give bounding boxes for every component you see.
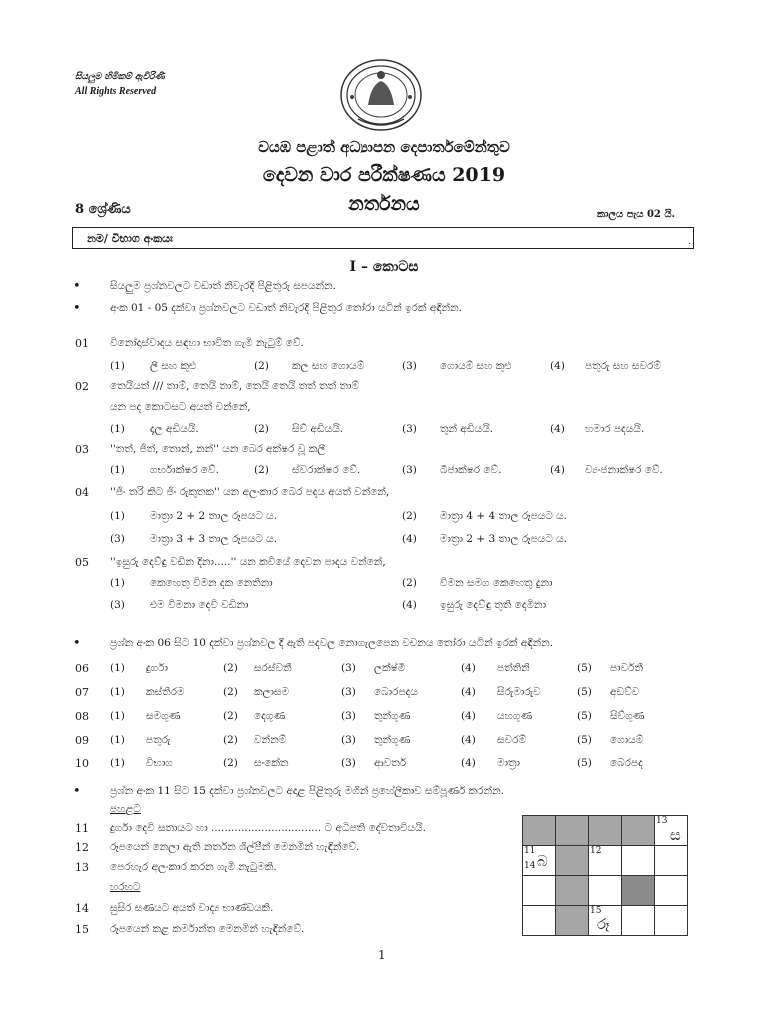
option-number: (3) [402,464,417,476]
option-number: (1) [110,360,125,372]
option-number: (4) [461,757,476,769]
option-text[interactable]: කස්තිරම [146,686,185,698]
question-number: 04 [75,486,89,499]
crossword-cell[interactable] [589,876,622,906]
clue-number: 14 [75,902,89,915]
option-number: (1) [110,686,125,698]
option-number: (3) [341,710,356,722]
option-number: (2) [223,662,238,674]
clue-number: 11 [75,822,89,835]
option-number: (2) [254,464,269,476]
option-number: (2) [402,577,417,589]
option-number: (1) [110,464,125,476]
clue-number: 13 [75,861,89,874]
crossword-cell [622,876,655,906]
cell-letter: ස [670,826,681,844]
question-number: 07 [75,686,89,699]
department-title: වයඹ පළාත් අධ්‍යාපන දෙපාර්තමේන්තුව [258,138,510,156]
option-number: (3) [402,360,417,372]
clue-text: රූපයෙන් කළ කර්මාන්ත මෙනමින් හැඳින්වේ. [110,923,305,935]
question-number: 05 [75,556,89,569]
crossword-cell [556,876,589,906]
page-number: 1 [378,948,386,962]
crossword-cell[interactable] [622,846,655,876]
clue-number: 12 [75,841,89,854]
option-text[interactable]: පතුරු සහ සවරම් [585,360,661,372]
option-text[interactable]: පතුරු [146,734,171,746]
crossword-cell[interactable] [622,906,655,936]
option-text[interactable]: ඉසුරු දෙව්ඳු තුති දෙමිනා [440,599,547,611]
option-number: (2) [254,423,269,435]
crossword-cell [556,846,589,876]
option-text[interactable]: තුන් අඩියයි. [440,423,494,435]
time-label: කාලය පැය 02 යි. [597,209,676,220]
subject-title: නර්තනය [348,193,420,215]
option-text[interactable]: සිරුමාරුව [497,686,541,698]
option-text[interactable]: මාත්‍රා 4 + 4 තාල රූපයට ය. [440,510,568,522]
option-number: (2) [223,686,238,698]
option-number: (3) [110,599,125,611]
crossword-cell [622,816,655,846]
option-text[interactable]: සිව් අඩියයි. [292,423,344,435]
option-number: (4) [550,423,565,435]
option-number: (2) [223,757,238,769]
cell-number: 11 [524,846,536,856]
question-text-2: යන පද කොටසට අයත් වන්නේ, [110,401,251,413]
option-text[interactable]: තුන්ගුණ [374,710,411,722]
crossword-cell [556,906,589,936]
down-label: හරහට [110,881,141,893]
option-number: (3) [110,533,125,545]
crossword-cell [589,816,622,846]
option-text[interactable]: අඩව්ව [610,686,640,698]
option-number: (2) [223,734,238,746]
option-number: (1) [110,662,125,674]
option-number: (1) [110,757,125,769]
question-number: 09 [75,734,89,747]
part-title: I – කොටස [349,259,419,275]
option-text[interactable]: ආවර්ත [374,757,407,769]
cell-number: 15 [590,906,602,916]
cell-number: 13 [656,816,668,826]
crossword-cell[interactable] [655,876,688,906]
option-text[interactable]: එම විමනා දෙවි වඩිනා [150,599,249,611]
option-number: (5) [577,686,592,698]
option-number: (4) [402,533,417,545]
name-label: නම/ විභාග අංකයඃ [87,232,173,245]
name-field[interactable] [72,227,694,249]
option-text[interactable]: ව්‍යංජනාක්ෂර වේ. [585,464,663,476]
across-label: පහළට [110,803,141,815]
option-text[interactable]: දුර්ගා [146,662,168,674]
odd-instruction: ප්‍රශ්න අංක 06 සිට 10 දක්වා ප්‍රශ්නවල දී ඇති පදවල නොගැලපෙන වචනය තෝරා යටින් ඉරක් අඳින්න. [110,637,553,649]
clue-text: පෙරහැර අලංකාර කරන ගැමි නැටුමකි. [110,861,277,873]
option-text[interactable]: ගොයම් සහ කුළු [440,360,512,372]
crossword-instruction: ප්‍රශ්න අංක 11 සිට 15 දක්වා ප්‍රශ්නවලට අදාළ පිළිතුරු මගින් ප්‍රහේලිකාව සම්පූර්ණ කරන්න. [110,785,504,797]
option-number: (1) [110,423,125,435]
cell-number: 14 [524,861,536,871]
rights-english: All Rights Reserved [75,86,157,97]
option-text[interactable]: සමගුණ [146,710,181,722]
option-text[interactable]: තුන්ගුණ [374,734,411,746]
option-text[interactable]: සංකේත [254,757,289,769]
option-text[interactable]: කලාසම [254,686,290,698]
crossword-grid [522,815,688,936]
option-text[interactable]: සරස්වතී [254,662,292,674]
option-number: (1) [110,710,125,722]
option-text[interactable]: මාත්‍රා 2 + 3 තාල රූපයට ය. [440,533,568,545]
clue-text: රූපයෙන් නෙලා ඇති නර්තන ශිල්පීන් මෙනමින් හැඳින්වේ. [110,841,360,853]
crossword-cell[interactable] [589,846,622,876]
exam-title: දෙවන වාර පරීක්ෂණය 2019 [262,164,506,186]
question-text: ''ජිං තරි කිට ජිං රුකුතක'' යන අලංකාර බෙර පදය අයත් වන්නේ, [110,486,390,498]
option-text[interactable]: පාර්වතී [610,662,643,674]
option-number: (1) [110,510,125,522]
option-text[interactable]: ගොයම් [610,734,644,746]
rights-sinhala: සියලුම හිමිකම් ඇවිරිණි [75,72,165,82]
bullet: • [73,784,81,799]
option-text[interactable]: ලක්ෂ්මී [374,662,406,674]
option-number: (4) [461,734,476,746]
question-number: 03 [75,443,89,456]
option-number: (5) [577,710,592,722]
crossword-cell [523,816,556,846]
cell-letter: බ [537,852,548,870]
option-text[interactable]: දෑල අඩියයි. [150,423,199,435]
cell-number: 12 [590,846,602,856]
option-number: (1) [110,577,125,589]
option-text[interactable]: ස්වරාක්ෂර වේ. [292,464,361,476]
question-number: 01 [75,337,89,350]
crossword-cell[interactable] [523,876,556,906]
crossword-cell [556,816,589,846]
bullet: • [73,279,81,294]
option-text[interactable]: දෙගුණ [254,710,286,722]
option-text[interactable]: විභාග [146,757,173,769]
option-number: (4) [550,360,565,372]
option-number: (3) [341,662,356,674]
option-text[interactable]: හමාර පදයයි. [585,423,645,435]
clue-text: දුර්ගා දෙවි සතායට හා ................................. ට අධිපති දේවතාවියයි. [110,822,426,834]
question-number: 10 [75,757,89,770]
crossword-cell[interactable] [523,906,556,936]
option-number: (4) [461,710,476,722]
option-text[interactable]: මාත්‍රා [497,757,520,769]
option-number: (2) [402,510,417,522]
option-number: (4) [550,464,565,476]
option-number: (5) [577,734,592,746]
instruction-2: අංක 01 - 05 දක්වා ප්‍රශ්නවලට වඩාත් නිවැරදි පිළිතුර තෝරා යටින් ඉරක් අඳින්න. [110,302,462,314]
option-number: (3) [341,734,356,746]
option-text[interactable]: මාත්‍රා 3 + 3 තාල රූපයට ය. [150,533,278,545]
question-text: තෙයියත් /// තාම්, තෙයි තාම්, තෙයි තෙයි තත් තත් තාම් [110,380,359,392]
question-text: ''තත්, ජිත්, තොන්, නන්'' යන බෙර අක්ෂර වූ කලී [110,443,326,455]
crossword-cell[interactable] [655,906,688,936]
question-text: විනෝදාස්වාදය සඳහා භාවිත ගැමි නැටුම් වේ. [110,337,304,349]
question-number: 06 [75,662,89,675]
option-text[interactable]: විමන සමග කෙහෙතු දුනා [440,577,553,589]
instruction-1: සියලුම ප්‍රශ්නවලට වඩාත් නිවැරදි පිළිතුරු සපයන්න. [110,280,336,292]
crossword-cell[interactable] [589,906,622,936]
question-number: 02 [75,380,89,393]
option-number: (4) [461,662,476,674]
option-text[interactable]: බොරපදය [374,686,418,698]
option-text[interactable]: බෙරපද [610,757,643,769]
option-text[interactable]: යහගුණ [497,710,533,722]
question-number: 08 [75,710,89,723]
cell-letter: රූ [597,915,610,933]
crossword-cell[interactable] [655,816,688,846]
bullet: • [73,301,81,316]
option-number: (3) [341,757,356,769]
bullet: • [73,636,81,651]
option-number: (2) [223,710,238,722]
option-number: (2) [254,360,269,372]
option-text[interactable]: සිව්ගුණ [610,710,645,722]
option-number: (4) [402,599,417,611]
crossword-cell[interactable] [523,846,556,876]
option-number: (5) [577,757,592,769]
option-text[interactable]: කෙහෙතු විමන දක නෙතිනා [150,577,273,589]
option-text[interactable]: මාත්‍රා 2 + 2 තාල රූපයට ය. [150,510,278,522]
option-text[interactable]: වන්නම් [254,734,287,746]
option-number: (3) [402,423,417,435]
name-dot: . [688,237,691,247]
grade-label: 8 ශ්‍රේණිය [75,202,131,217]
option-number: (3) [341,686,356,698]
option-number: (1) [110,734,125,746]
option-text[interactable]: ලී සහ කුළු [150,360,197,372]
option-text[interactable]: කල සහ ගොයම් [292,360,365,372]
option-text[interactable]: පත්තිනි [497,662,530,674]
option-number: (5) [577,662,592,674]
crossword-cell[interactable] [655,846,688,876]
question-text: ''ඉසුරු දෙව්ඳු වඩින දිනා.....'' යන කවියේ දෙවන පාදය වන්නේ, [110,556,386,568]
clue-number: 15 [75,923,89,936]
government-emblem-icon [338,57,424,133]
option-text[interactable]: ගර්භාක්ෂර වේ. [150,464,219,476]
option-text[interactable]: සවරම් [497,734,526,746]
clue-text: සුසිර සණයට අයත් වාද්‍ය භාණ්ඩයකි. [110,902,274,914]
option-number: (4) [461,686,476,698]
option-text[interactable]: බීජාක්ෂර වේ. [440,464,502,476]
